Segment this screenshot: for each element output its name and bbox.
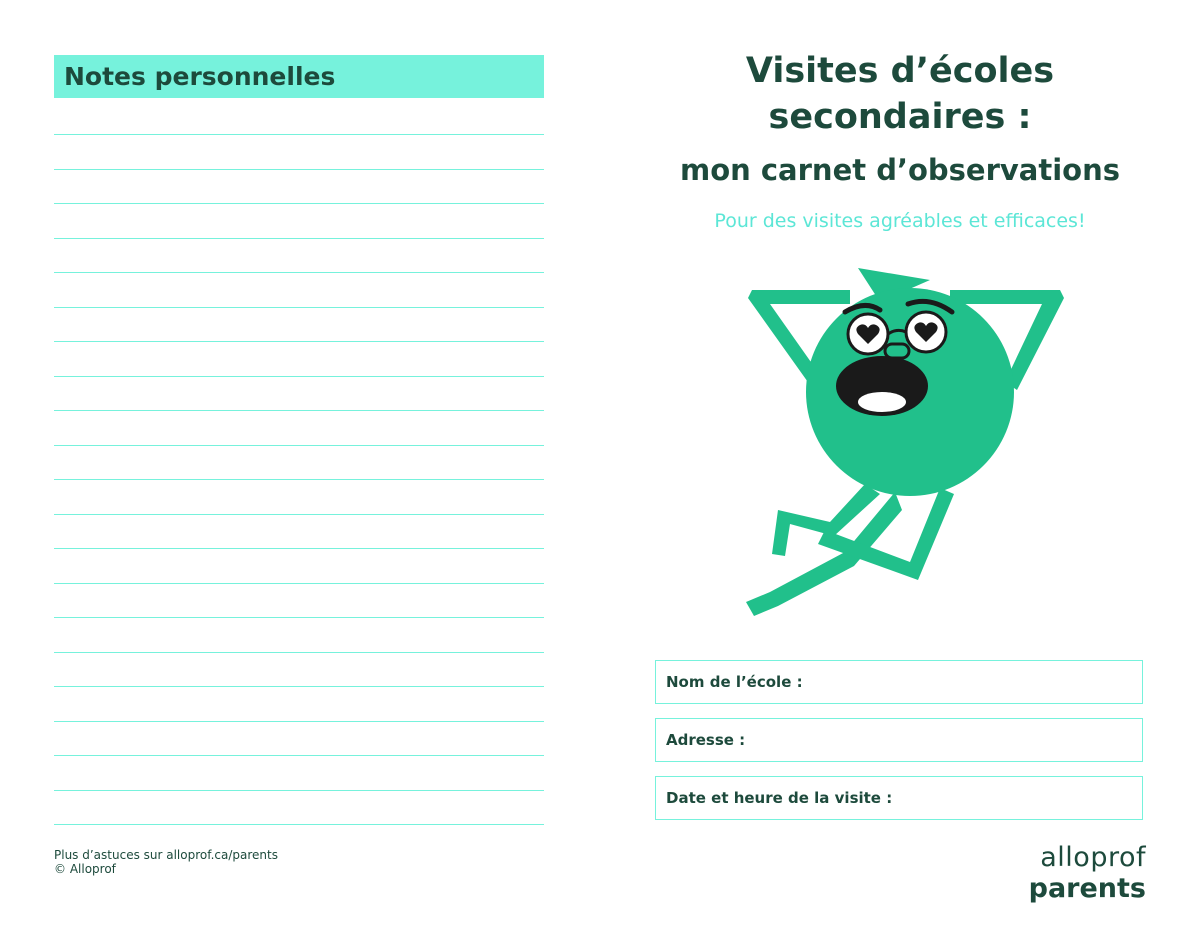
note-line <box>54 514 544 515</box>
school-name-field[interactable]: Nom de l’école : <box>655 660 1143 704</box>
cover-subtitle: Pour des visites agréables et efficaces! <box>714 210 1086 232</box>
cover-title <box>640 48 1160 140</box>
visit-datetime-field[interactable]: Date et heure de la visite : <box>655 776 1143 820</box>
brand-logo <box>916 842 1146 904</box>
note-line <box>54 652 544 653</box>
note-line <box>54 134 544 135</box>
note-line <box>54 238 544 239</box>
mascot-nose <box>885 344 909 358</box>
note-line <box>54 686 544 687</box>
note-line <box>54 824 544 825</box>
notes-heading: Notes personnelles <box>54 55 544 98</box>
note-line <box>54 410 544 411</box>
note-line <box>54 548 544 549</box>
copyright-text: © Alloprof <box>54 862 116 876</box>
tips-link-text: Plus d’astuces sur alloprof.ca/parents <box>54 848 278 862</box>
note-line <box>54 169 544 170</box>
note-line <box>54 721 544 722</box>
note-line <box>54 272 544 273</box>
note-line <box>54 376 544 377</box>
address-field[interactable]: Adresse : <box>655 718 1143 762</box>
note-line <box>54 445 544 446</box>
brand-logo-part1: alloprof <box>1040 842 1146 873</box>
notes-lines <box>54 98 544 838</box>
note-line <box>54 341 544 342</box>
footer-info <box>54 848 278 876</box>
cover-title-line-3: mon carnet d’observations <box>679 153 1120 187</box>
note-line <box>54 790 544 791</box>
notes-page <box>54 55 544 838</box>
title-line-2: secondaires : <box>768 97 1032 137</box>
note-line <box>54 755 544 756</box>
brand-logo-part2: parents <box>1028 873 1146 904</box>
title-line-1: Visites d’écoles <box>745 51 1055 91</box>
note-line <box>54 479 544 480</box>
note-line <box>54 307 544 308</box>
mascot-illustration <box>730 262 1080 642</box>
note-line <box>54 583 544 584</box>
note-line <box>54 203 544 204</box>
note-line <box>54 617 544 618</box>
